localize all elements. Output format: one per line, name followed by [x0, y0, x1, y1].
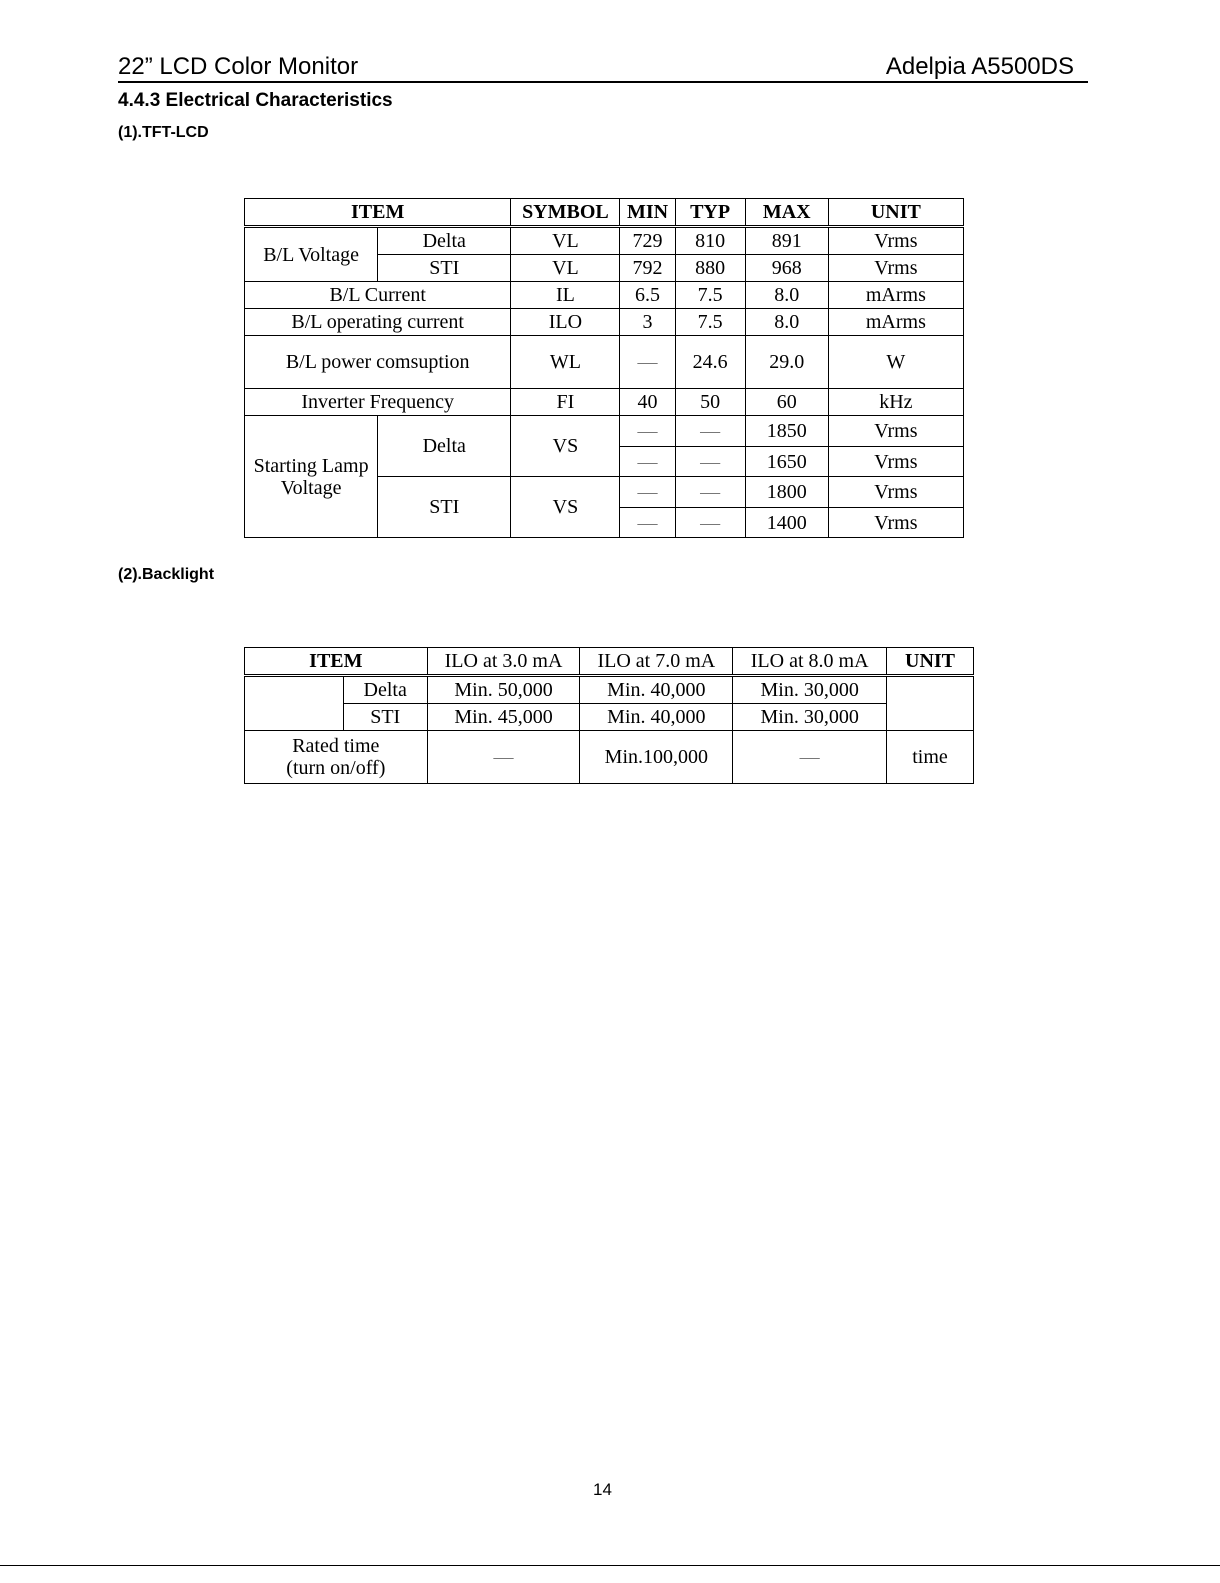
value-cell: Min. 50,000	[427, 676, 580, 704]
min-cell: 729	[620, 227, 675, 255]
typ-cell: —	[675, 416, 745, 447]
typ-cell: —	[675, 508, 745, 538]
unit-cell: Vrms	[828, 508, 963, 538]
item-cell: B/L Voltage	[245, 227, 378, 282]
value-cell: Min. 30,000	[733, 704, 887, 731]
min-cell: —	[620, 416, 675, 447]
typ-cell: 50	[675, 389, 745, 416]
typ-cell: 810	[675, 227, 745, 255]
starting-lamp-label-line2: Voltage	[280, 476, 342, 499]
sub-item-cell: STI	[343, 704, 427, 731]
typ-cell: 7.5	[675, 282, 745, 309]
value-cell: Min. 40,000	[580, 676, 733, 704]
table-header-row	[245, 648, 974, 676]
symbol-cell: ILO	[511, 309, 620, 336]
symbol-cell: FI	[511, 389, 620, 416]
min-cell: 40	[620, 389, 675, 416]
value-cell: Min. 40,000	[580, 704, 733, 731]
table-row	[245, 731, 974, 784]
symbol-cell: IL	[511, 282, 620, 309]
max-cell: 1800	[745, 477, 828, 508]
min-cell: —	[620, 477, 675, 508]
value-cell: Min.100,000	[580, 731, 733, 784]
tft-lcd-title: (1).TFT-LCD	[118, 124, 209, 141]
header-model: Adelpia A5500DS	[885, 53, 1074, 80]
value-cell: —	[427, 731, 580, 784]
header-cell: MAX	[745, 199, 828, 227]
item-cell	[245, 416, 378, 538]
rated-time-label-line1: Rated time	[292, 735, 380, 757]
unit-cell: Vrms	[828, 447, 963, 477]
header-cell: ITEM	[245, 199, 511, 227]
max-cell: 1850	[745, 416, 828, 447]
typ-cell: 880	[675, 255, 745, 282]
item-cell: B/L power comsuption	[245, 336, 511, 389]
value-cell: —	[733, 731, 887, 784]
typ-cell: 24.6	[675, 336, 745, 389]
rated-time-label-line2: (turn on/off)	[286, 757, 386, 779]
backlight-title: (2).Backlight	[118, 566, 215, 583]
header-cell: TYP	[675, 199, 745, 227]
min-cell: 3	[620, 309, 675, 336]
min-cell: —	[620, 336, 675, 389]
min-cell: 792	[620, 255, 675, 282]
header-cell: SYMBOL	[511, 199, 620, 227]
page-header	[118, 52, 1088, 83]
sub-item-cell: Delta	[343, 676, 427, 704]
value-cell: Min. 45,000	[427, 704, 580, 731]
header-cell: ITEM	[245, 648, 428, 676]
table-row	[245, 227, 964, 255]
sub-item-cell: STI	[378, 255, 511, 282]
unit-cell: mArms	[828, 309, 963, 336]
unit-cell: Vrms	[828, 416, 963, 447]
unit-cell: W	[828, 336, 963, 389]
section-title: 4.4.3 Electrical Characteristics	[118, 90, 393, 111]
item-cell: B/L Current	[245, 282, 511, 309]
sub-item-cell: STI	[378, 477, 511, 538]
table-row	[245, 676, 974, 704]
typ-cell: —	[675, 477, 745, 508]
value-cell: Min. 30,000	[733, 676, 887, 704]
backlight-table	[244, 647, 974, 784]
table-row	[245, 389, 964, 416]
item-cell	[245, 731, 428, 784]
max-cell: 29.0	[745, 336, 828, 389]
unit-cell	[887, 676, 974, 731]
table-row	[245, 336, 964, 389]
table-row	[245, 282, 964, 309]
header-cell: MIN	[620, 199, 675, 227]
symbol-cell: VS	[511, 416, 620, 477]
header-cell: ILO at 7.0 mA	[580, 648, 733, 676]
symbol-cell: WL	[511, 336, 620, 389]
table-row	[245, 704, 974, 731]
table-header-row	[245, 199, 964, 227]
unit-cell: Vrms	[828, 227, 963, 255]
bottom-divider	[0, 1565, 1220, 1566]
max-cell: 8.0	[745, 309, 828, 336]
header-cell: ILO at 3.0 mA	[427, 648, 580, 676]
symbol-cell: VL	[511, 255, 620, 282]
max-cell: 968	[745, 255, 828, 282]
header-cell: UNIT	[828, 199, 963, 227]
item-cell: Inverter Frequency	[245, 389, 511, 416]
sub-item-cell: Delta	[378, 227, 511, 255]
sub-item-cell: Delta	[378, 416, 511, 477]
page-number: 14	[593, 1480, 612, 1499]
unit-cell: mArms	[828, 282, 963, 309]
unit-cell: Vrms	[828, 255, 963, 282]
symbol-cell: VL	[511, 227, 620, 255]
item-cell	[245, 676, 344, 731]
unit-cell: Vrms	[828, 477, 963, 508]
table-row	[245, 309, 964, 336]
header-cell: ILO at 8.0 mA	[733, 648, 887, 676]
min-cell: —	[620, 447, 675, 477]
max-cell: 1400	[745, 508, 828, 538]
symbol-cell: VS	[511, 477, 620, 538]
max-cell: 60	[745, 389, 828, 416]
max-cell: 8.0	[745, 282, 828, 309]
typ-cell: —	[675, 447, 745, 477]
max-cell: 1650	[745, 447, 828, 477]
table-row	[245, 416, 964, 447]
header-product: 22” LCD Color Monitor	[118, 53, 359, 80]
max-cell: 891	[745, 227, 828, 255]
min-cell: 6.5	[620, 282, 675, 309]
unit-cell: kHz	[828, 389, 963, 416]
item-cell: B/L operating current	[245, 309, 511, 336]
typ-cell: 7.5	[675, 309, 745, 336]
unit-cell: time	[887, 731, 974, 784]
tft-lcd-table	[244, 198, 964, 538]
min-cell: —	[620, 508, 675, 538]
header-cell: UNIT	[887, 648, 974, 676]
starting-lamp-label-line1: Starting Lamp	[253, 454, 369, 477]
